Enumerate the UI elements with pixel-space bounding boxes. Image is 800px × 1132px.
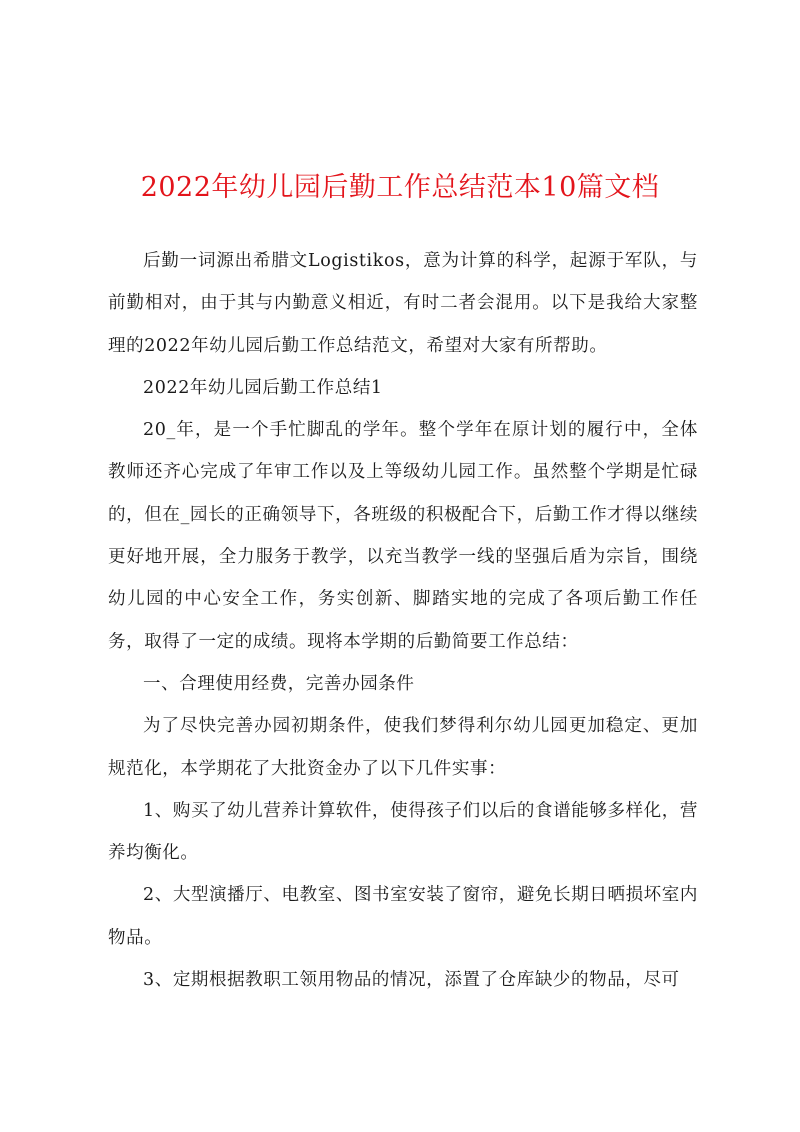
list-item: 1、购买了幼儿营养计算软件，使得孩子们以后的食谱能够多样化，营养均衡化。 bbox=[108, 800, 698, 864]
document-body bbox=[108, 240, 698, 1001]
subsection-heading: 一、合理使用经费，完善办园条件 bbox=[143, 673, 415, 694]
list-item: 2、大型演播厅、电教室、图书室安装了窗帘，避免长期日晒损坏室内物品。 bbox=[108, 885, 698, 948]
document-title: 2022年幼儿园后勤工作总结范本10篇文档 bbox=[140, 172, 660, 203]
intro-paragraph: 后勤一词源出希腊文Logistikos，意为计算的科学，起源于军队，与前勤相对，由于其与内勤意义相近，有时二者会混用。以下是我给大家整理的2022年幼儿园后勤工作总结范文，希望对大家有所帮助。 bbox=[108, 251, 698, 356]
body-paragraph: 20_年，是一个手忙脚乱的学年。整个学年在原计划的履行中，全体教师还齐心完成了年审工作以及上等级幼儿园工作。虽然整个学期是忙碌的，但在_园长的正确领导下，各班级的积极配合下，后勤工作才得以继续更好地开展，全力服务于教学，以充当教学一线的坚强后盾为宗旨，围绕幼儿园的中心安全工作，务实创新、脚踏实地的完成了各项后勤工作任务，取得了一定的成绩。现将本学期的后勤简要工作总结： bbox=[108, 420, 698, 652]
section-heading: 2022年幼儿园后勤工作总结1 bbox=[143, 377, 383, 398]
body-paragraph: 为了尽快完善办园初期条件，使我们梦得利尔幼儿园更加稳定、更加规范化，本学期花了大批资金办了以下几件实事： bbox=[108, 716, 698, 779]
list-item: 3、定期根据教职工领用物品的情况，添置了仓库缺少的物品，尽可 bbox=[143, 970, 680, 991]
